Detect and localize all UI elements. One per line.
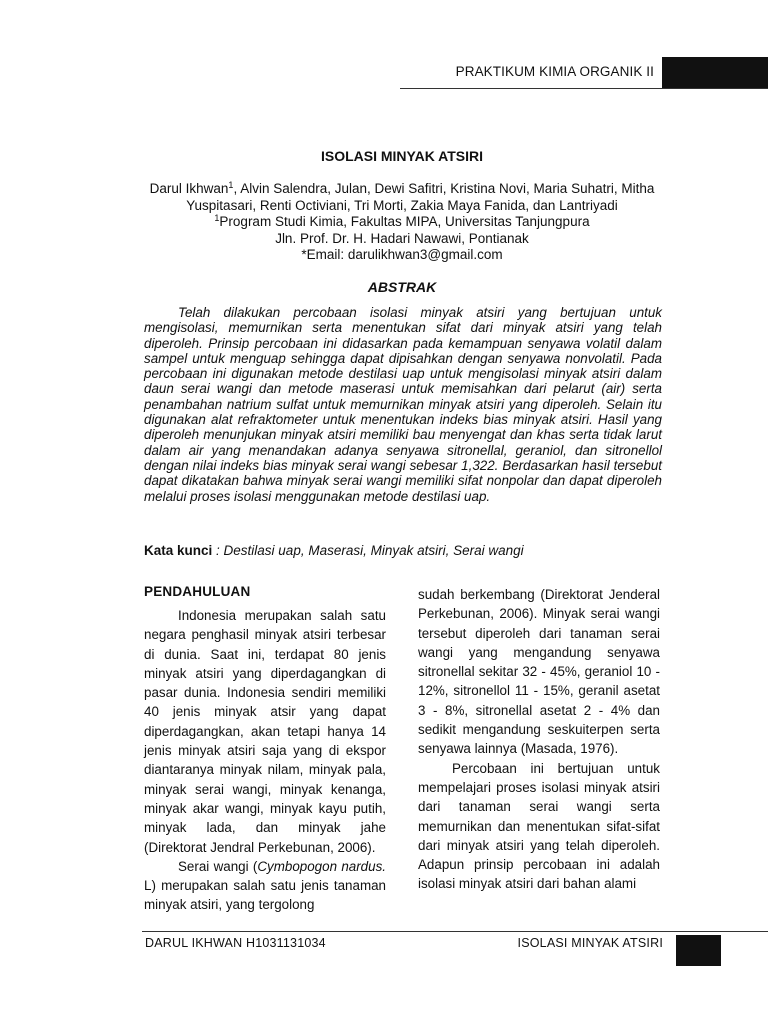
- abstract-heading: ABSTRAK: [367, 279, 437, 295]
- other-authors: , Alvin Salendra, Julan, Dewi Safitri, Kristina Novi, Maria Suhatri, Mitha: [233, 181, 655, 196]
- left-column: [144, 606, 386, 915]
- para2-rest: L) merupakan salah satu jenis tanaman minyak atsiri, yang tergolong: [144, 878, 386, 913]
- address: Jln. Prof. Dr. H. Hadari Nawawi, Pontianak: [275, 230, 529, 246]
- article-title: ISOLASI MINYAK ATSIRI: [320, 148, 484, 164]
- first-author-sup: 1: [228, 180, 234, 190]
- keywords: [144, 543, 664, 558]
- email: *Email: darulikhwan3@gmail.com: [301, 247, 503, 262]
- para2-start: Serai wangi (: [178, 858, 258, 874]
- header-rule: [400, 88, 768, 89]
- affiliation-sup: 1: [214, 213, 220, 223]
- running-header: PRAKTIKUM KIMIA ORGANIK II: [455, 64, 654, 79]
- intro-paragraph-1: Indonesia merupakan salah satu negara penghasil minyak atsiri terbesar di dunia. Saat ini, terdapat 80 jenis minyak atsiri yang diperdagangkan di pasar dunia. Indonesia sendiri memiliki 40 jenis minyak atsir yang dapat diperdagangkan, akan tetapi hanya 14 jenis minyak atsiri saja yang di ekspor diantaranya minyak nilam, minyak pala, minyak serai wangi, minyak kenanga, minyak akar wangi, minyak kayu putih, minyak lada, dan minyak jahe (Direktorat Jendral Perkebunan, 2006).: [144, 608, 386, 855]
- keywords-list: : Destilasi uap, Maserasi, Minyak atsiri, Serai wangi: [212, 543, 524, 558]
- intro-paragraph-2: [144, 857, 386, 915]
- header-page-tab: [662, 57, 768, 88]
- intro-paragraph-4: Percobaan ini bertujuan untuk mempelajari proses isolasi minyak atsiri dari tanaman serai wangi serta memurnikan dan menentukan sifat-sifat dari minyak atsiri yang telah diperoleh. Adapun prinsip percobaan ini adalah isolasi minyak atsiri dari bahan alami: [418, 760, 660, 892]
- footer-page-tab: [676, 935, 721, 966]
- footer-rule: [142, 931, 768, 932]
- section-heading-introduction: PENDAHULUAN: [144, 584, 251, 599]
- author-block: [140, 181, 664, 264]
- footer-author-id: DARUL IKHWAN H1031131034: [145, 936, 326, 950]
- right-column: [418, 585, 660, 894]
- first-author: Darul Ikhwan: [149, 181, 229, 196]
- affiliation: [140, 214, 664, 231]
- authors-line-1: [140, 181, 664, 198]
- affiliation-text: Program Studi Kimia, Fakultas MIPA, Universitas Tanjungpura: [219, 214, 590, 229]
- species-name: Cymbopogon nardus.: [257, 858, 386, 874]
- abstract-body: Telah dilakukan percobaan isolasi minyak atsiri yang bertujuan untuk mengisolasi, memurnikan serta menentukan sifat dari minyak atsiri yang telah diperoleh. Prinsip percobaan ini didasarkan pada kemampuan senyawa volatil dalam sampel untuk menguap sehingga dapat dipisahkan dengan senyawa nonvolatil. Pada percobaan ini digunakan metode destilasi uap untuk mengisolasi minyak atsiri dalam daun serai wangi dan metode maserasi untuk memisahkan dari pelarut (air) serta penambahan natrium sulfat untuk memurnikan minyak atsiri yang diperoleh. Selain itu digunakan alat refraktometer untuk menentukan indeks bias minyak atsiri. Hasil yang diperoleh menunjukan minyak atsiri memiliki bau menyengat dan khas serta tidak larut dalam air yang menandakan adanya senyawa sitronellal, geraniol, dan sitronellol dengan nilai indeks bias minyak serai wangi sebesar 1,322. Berdasarkan hasil tersebut dapat dikatakan bahwa minyak serai wangi memiliki sifat nonpolar dan dapat diperoleh melalui proses isolasi menggunakan metode destilasi uap.: [144, 305, 662, 504]
- authors-line-2: Yuspitasari, Renti Octiviani, Tri Morti, Zakia Maya Fanida, dan Lantriyadi: [186, 197, 618, 213]
- footer-title: ISOLASI MINYAK ATSIRI: [517, 936, 663, 950]
- keywords-label: Kata kunci: [144, 543, 213, 558]
- intro-paragraph-3: sudah berkembang (Direktorat Jenderal Perkebunan, 2006). Minyak serai wangi tersebut diperoleh dari tanaman serai wangi yang mengandung senyawa sitronellal sekitar 32 - 45%, geraniol 10 - 12%, sitronellol 11 - 15%, geranil asetat 3 - 8%, sitronellal asetat 2 - 4% dan sedikit mengandung seskuiterpen serta senyawa lainnya (Masada, 1976).: [418, 587, 660, 757]
